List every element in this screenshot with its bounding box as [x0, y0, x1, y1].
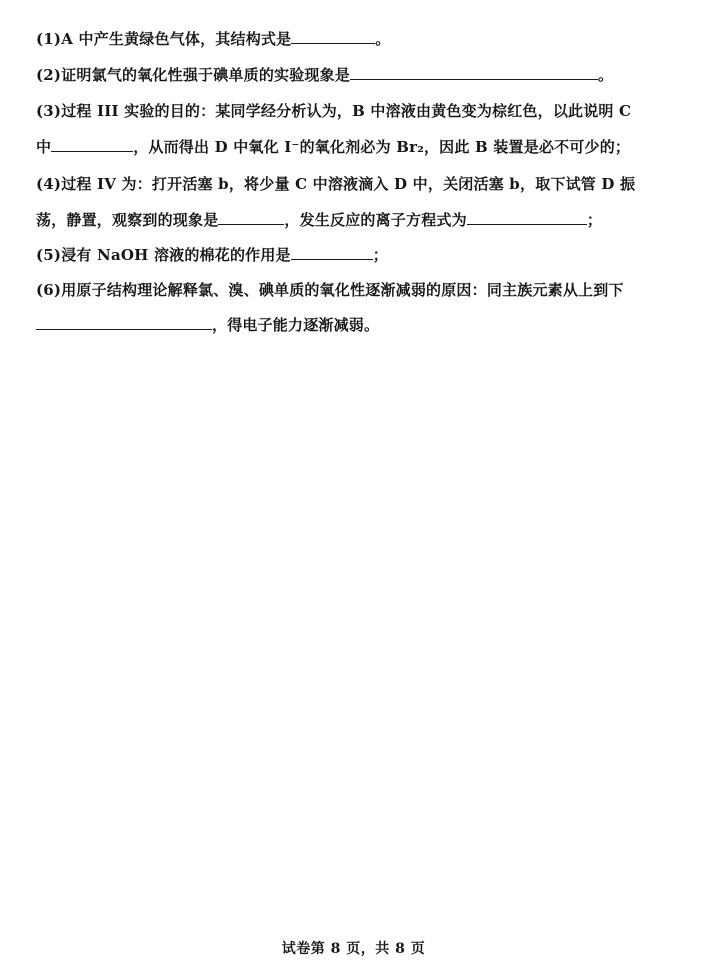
answer-blank-4b[interactable]	[467, 210, 587, 225]
question-2	[36, 65, 613, 85]
question-5-text: (5)浸有 NaOH 溶液的棉花的作用是	[36, 246, 291, 264]
question-3-line-2	[36, 137, 630, 157]
question-3-text: (3)过程 III 实验的目的：某同学经分析认为，B 中溶液由黄色变为棕红色，以此说明 C	[36, 102, 632, 120]
question-3-prefix: 中	[36, 138, 52, 156]
question-6-text: (6)用原子结构理论解释氯、溴、碘单质的氧化性逐渐减弱的原因：同主族元素从上到下	[36, 281, 624, 299]
question-4-line-2	[36, 210, 602, 230]
question-5	[36, 245, 388, 265]
question-3-suffix: ，从而得出 D 中氧化 I⁻的氧化剂必为 Br₂，因此 B 装置是必不可少的；	[133, 138, 631, 156]
question-4-middle: ，发生反应的离子方程式为	[284, 211, 467, 229]
answer-blank-4a[interactable]	[218, 210, 284, 225]
answer-blank-5[interactable]	[291, 245, 373, 260]
question-3-line-1	[36, 101, 631, 121]
page-footer	[0, 938, 707, 958]
question-6-suffix: ，得电子能力逐渐减弱。	[212, 316, 380, 334]
question-2-text: (2)证明氯气的氧化性强于碘单质的实验现象是	[36, 66, 351, 84]
question-1-end: 。	[375, 30, 391, 48]
answer-blank-3[interactable]	[51, 137, 133, 152]
question-1	[36, 29, 391, 49]
question-4-text: (4)过程 IV 为：打开活塞 b，将少量 C 中溶液滴入 D 中，关闭活塞 b，取下试管 D 振	[36, 175, 636, 193]
question-1-text: (1)A 中产生黄绿色气体，其结构式是	[36, 30, 292, 48]
page-number-label: 试卷第 8 页，共 8 页	[281, 941, 426, 957]
question-4-line-1	[36, 174, 635, 194]
question-4-prefix: 荡，静置，观察到的现象是	[36, 211, 219, 229]
question-4-end: ；	[586, 211, 603, 229]
question-6-line-2	[36, 315, 379, 335]
question-5-end: ；	[372, 246, 388, 264]
answer-blank-1[interactable]	[291, 29, 375, 44]
question-6-line-1	[36, 280, 624, 300]
question-2-end: 。	[598, 66, 614, 84]
answer-blank-2[interactable]	[350, 65, 598, 80]
answer-blank-6[interactable]	[36, 315, 212, 330]
